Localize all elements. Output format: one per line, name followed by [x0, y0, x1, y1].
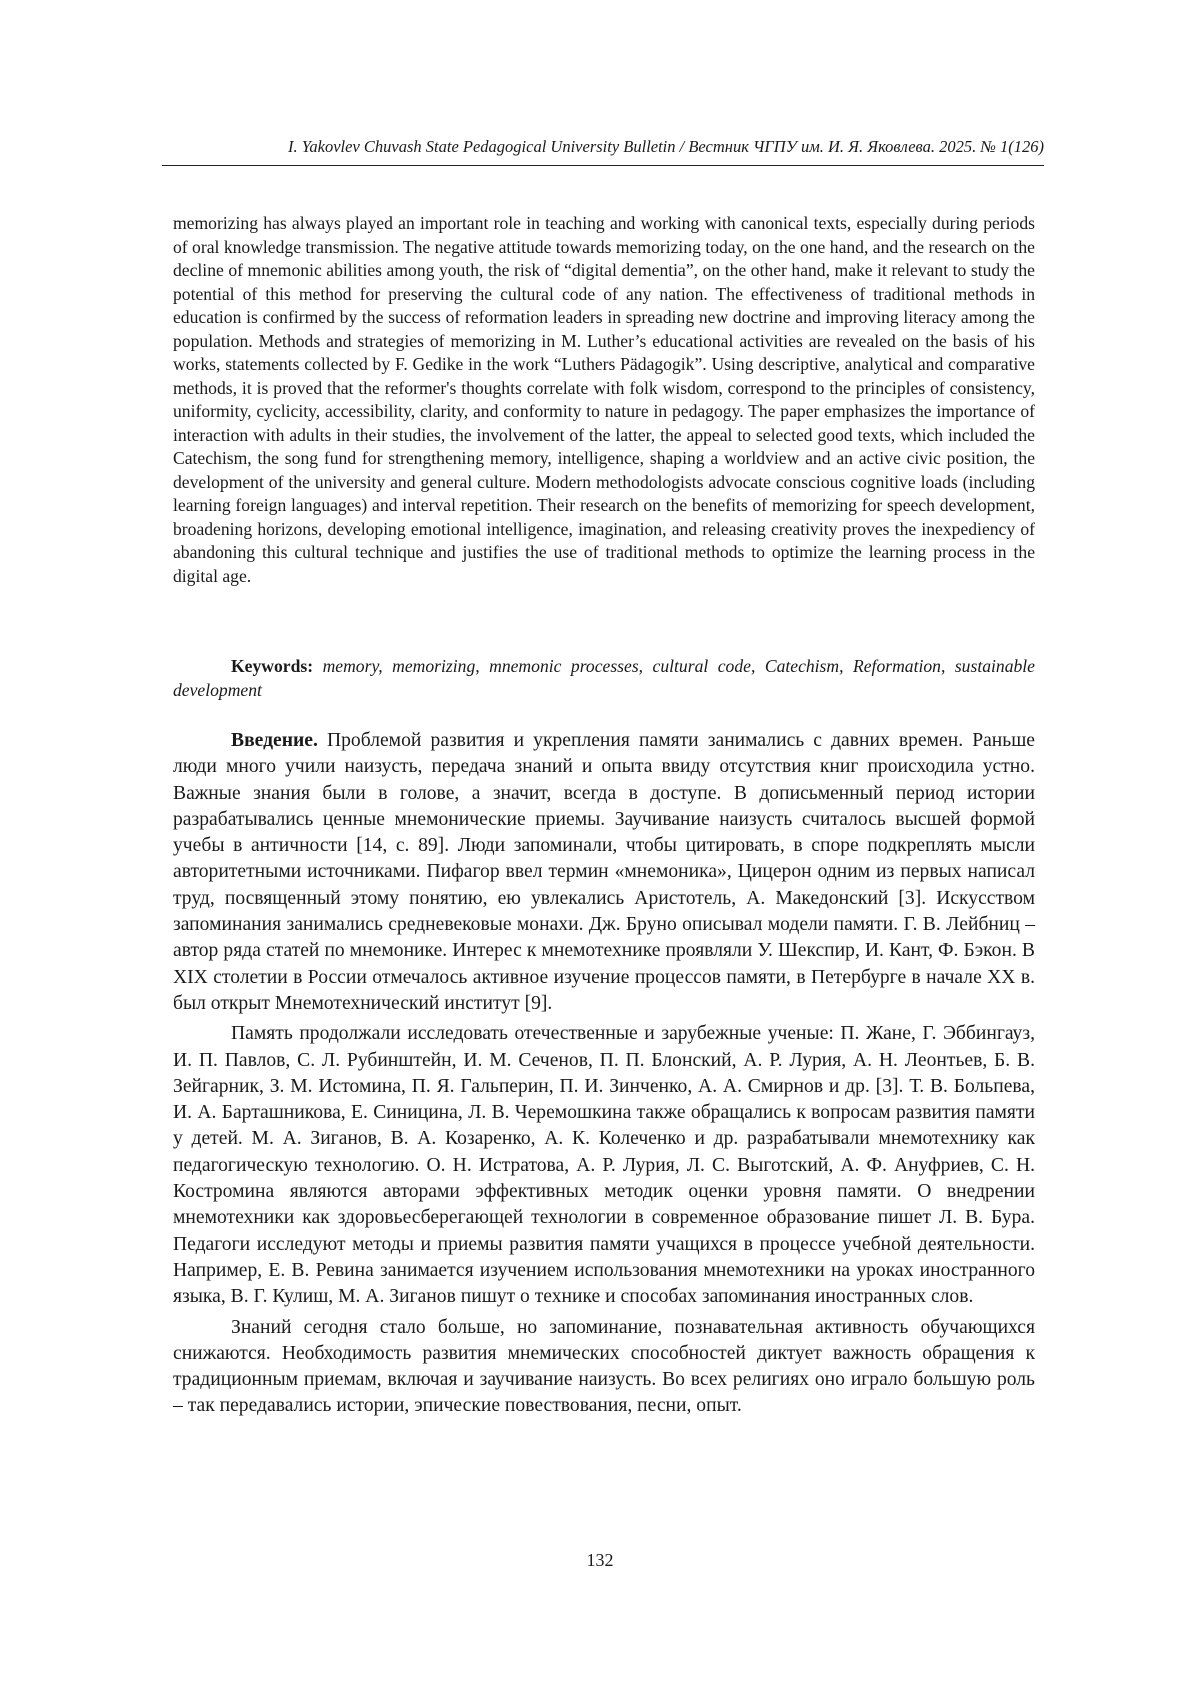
introduction-text: Проблемой развития и укрепления памяти занимались с давних времен. Раньше люди много учили наизусть, передача знаний и опыта ввиду отсутствия книг происходила устно. Важные знания были в голове, а значит, всегда в доступе. В дописьменный период истории разрабатывались ценные мнемонические приемы. Заучивание наизусть считалось высшей формой учебы в античности [14, с. 89]. Люди запоминали, чтобы цитировать, в споре подкреплять мысли авторитетными источниками. Пифагор ввел термин «мнемоника», Цицерон одним из первых написал труд, посвященный этому понятию, ею увлекались Аристотель, А. Македонский [3]. Искусством запоминания занимались средневековые монахи. Дж. Бруно описывал модели памяти. Г. В. Лейбниц – автор ряда статей по мнемонике. Интерес к мнемотехнике проявляли У. Шекспир, И. Кант, Ф. Бэкон. В XIX столетии в России отмечалось активное изучение процессов памяти, в Петербурге в начале XX в. был открыт Мнемотехнический институт [9].	[173, 730, 1035, 1014]
introduction-heading: Введение.	[231, 730, 318, 751]
body-paragraph-memorization: Знаний сегодня стало больше, но запоминание, познавательная активность обучающихся снижаются. Необходимость развития мнемических способностей диктует важность обращения к традиционным приемам, включая и заучивание наизусть. Во всех религиях оно играло большую роль – так передавались истории, эпические повествования, песни, опыт.	[173, 1316, 1035, 1417]
keywords-paragraph	[173, 655, 1035, 702]
keywords-list: memory, memorizing, mnemonic processes, cultural code, Catechism, Reformation, sustainable development	[173, 656, 1035, 700]
main-body	[173, 728, 1035, 1424]
running-header: I. Yakovlev Chuvash State Pedagogical University Bulletin / Вестник ЧГПУ им. И. Я. Яковлева. 2025. № 1(126)	[162, 137, 1044, 166]
abstract-text: memorizing has always played an important role in teaching and working with canonical texts, especially during periods of oral knowledge transmission. The negative attitude towards memorizing today, on the one hand, and the research on the decline of mnemonic abilities among youth, the risk of “digital dementia”, on the other hand, make it relevant to study the potential of this method for preserving the cultural code of any nation. The effectiveness of traditional methods in education is confirmed by the success of reformation leaders in spreading new doctrine and improving literacy among the population. Methods and strategies of memorizing in M. Luther’s educational activities are revealed on the basis of his works, statements collected by F. Gedike in the work “Luthers Pädagogik”. Using descriptive, analytical and comparative methods, it is proved that the reformer's thoughts correlate with folk wisdom, correspond to the principles of consistency, uniformity, cyclicity, accessibility, clarity, and conformity to nature in pedagogy. The paper emphasizes the importance of interaction with adults in their studies, the involvement of the latter, the appeal to selected good texts, which included the Catechism, the song fund for strengthening memory, intelligence, shaping a worldview and an active civic position, the development of the university and general culture. Modern methodologists advocate conscious cognitive loads (including learning foreign languages) and interval repetition. Their research on the benefits of memorizing for speech development, broadening horizons, developing emotional intelligence, imagination, and releasing creativity proves the inexpediency of abandoning this cultural technique and justifies the use of traditional methods to optimize the learning process in the digital age.	[173, 213, 1035, 586]
page-number: 132	[586, 1550, 614, 1570]
keywords-label: Keywords:	[231, 656, 314, 676]
body-paragraph-researchers: Память продолжали исследовать отечественные и зарубежные ученые: П. Жане, Г. Эббингауз, И. П. Павлов, С. Л. Рубинштейн, И. М. Сеченов, П. П. Блонский, А. Р. Лурия, А. Н. Леонтьев, Б. В. Зейгарник, З. М. Истомина, П. Я. Гальперин, П. И. Зинченко, А. А. Смирнов и др. [3]. Т. В. Больпева, И. А. Барташникова, Е. Синицина, Л. В. Черемошкина также обращались к вопросам развития памяти у детей. М. А. Зиганов, В. А. Козаренко, А. К. Колеченко и др. разрабатывали мнемотехнику как педагогическую технологию. О. Н. Истратова, А. Р. Лурия, Л. С. Выготский, А. Ф. Ануфриев, С. Н. Костромина являются авторами эффективных методик оценки уровня памяти. О внедрении мнемотехники как здоровьесберегающей технологии в современное образование пишет Л. В. Бура. Педагоги исследуют методы и приемы развития памяти учащихся в процессе учебной деятельности. Например, Е. В. Ревина занимается изучением использования мнемотехники на уроках иностранного языка, В. Г. Кулиш, М. А. Зиганов пишут о технике и способах запоминания иностранных слов.	[173, 1023, 1035, 1308]
introduction-paragraph	[173, 728, 1035, 1017]
